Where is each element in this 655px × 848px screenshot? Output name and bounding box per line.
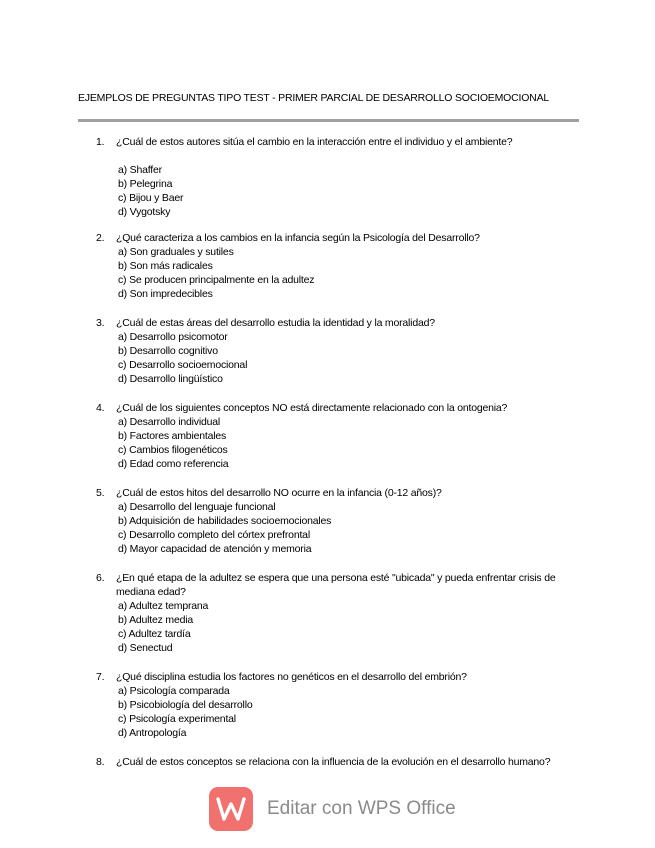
- option-c: c) Psicología experimental: [118, 713, 236, 725]
- question-text: ¿En qué etapa de la adultez se espera que una persona esté "ubicada" y pueda enfrentar crisis de mediana edad?: [116, 572, 556, 598]
- wps-w-glyph: [216, 796, 246, 822]
- question-text: ¿Cuál de estos autores sitúa el cambio en la interacción entre el individuo y el ambiente?: [116, 136, 513, 148]
- option-b: b) Desarrollo cognitivo: [118, 345, 218, 357]
- option-a: a) Son graduales y sutiles: [118, 246, 234, 258]
- options-list: [118, 684, 586, 740]
- option-c: c) Bijou y Baer: [118, 192, 184, 204]
- options-list: [118, 415, 586, 471]
- question-item: [96, 231, 586, 301]
- question-number: 2.: [96, 232, 105, 244]
- question-number: 5.: [96, 487, 105, 499]
- option-b: b) Pelegrina: [118, 178, 173, 190]
- option-b: b) Adquisición de habilidades socioemocionales: [118, 515, 332, 527]
- option-b: b) Psicobiología del desarrollo: [118, 699, 253, 711]
- option-a: a) Adultez temprana: [118, 600, 209, 612]
- question-text: ¿Qué caracteriza a los cambios en la infancia según la Psicología del Desarrollo?: [116, 232, 480, 244]
- option-d: d) Antropología: [118, 727, 187, 739]
- options-list: [118, 163, 586, 219]
- options-list: [118, 599, 586, 655]
- wps-logo-icon: [209, 787, 253, 831]
- question-item: [96, 755, 586, 769]
- question-text: ¿Cuál de estos hitos del desarrollo NO ocurre en la infancia (0-12 años)?: [116, 487, 442, 499]
- option-c: c) Desarrollo socioemocional: [118, 359, 248, 371]
- options-list: [118, 330, 586, 386]
- question-item: [96, 401, 586, 471]
- options-list: [118, 245, 586, 301]
- option-d: d) Son impredecibles: [118, 288, 213, 300]
- question-number: 3.: [96, 317, 105, 329]
- option-d: d) Vygotsky: [118, 206, 171, 218]
- document-title: EJEMPLOS DE PREGUNTAS TIPO TEST - PRIMER PARCIAL DE DESARROLLO SOCIOEMOCIONAL: [78, 92, 550, 104]
- option-c: c) Desarrollo completo del córtex prefrontal: [118, 529, 310, 541]
- wps-edit-label[interactable]: Editar con WPS Office: [267, 798, 456, 819]
- question-item: [96, 316, 586, 386]
- option-d: d) Edad como referencia: [118, 458, 229, 470]
- question-item: [96, 670, 586, 740]
- option-c: c) Cambios filogenéticos: [118, 444, 228, 456]
- question-item: [96, 571, 586, 655]
- question-number: 1.: [96, 136, 105, 148]
- option-b: b) Factores ambientales: [118, 430, 227, 442]
- option-b: b) Adultez media: [118, 614, 194, 626]
- option-a: a) Shaffer: [118, 164, 162, 176]
- option-d: d) Senectud: [118, 642, 173, 654]
- question-item: [96, 486, 586, 556]
- question-number: 4.: [96, 402, 105, 414]
- question-text: ¿Cuál de estos conceptos se relaciona con la influencia de la evolución en el desarrollo humano?: [116, 756, 551, 768]
- question-number: 6.: [96, 572, 105, 584]
- question-text: ¿Cuál de los siguientes conceptos NO está directamente relacionado con la ontogenia?: [116, 402, 508, 414]
- option-b: b) Son más radicales: [118, 260, 213, 272]
- question-number: 7.: [96, 671, 105, 683]
- option-c: c) Se producen principalmente en la adultez: [118, 274, 315, 286]
- option-a: a) Desarrollo del lenguaje funcional: [118, 501, 276, 513]
- question-number: 8.: [96, 756, 105, 768]
- option-d: d) Mayor capacidad de atención y memoria: [118, 543, 312, 555]
- option-a: a) Desarrollo individual: [118, 416, 220, 428]
- question-text: ¿Cuál de estas áreas del desarrollo estudia la identidad y la moralidad?: [116, 317, 435, 329]
- question-item: [96, 135, 586, 219]
- option-a: a) Desarrollo psicomotor: [118, 331, 228, 343]
- title-divider: [78, 119, 579, 122]
- wps-edit-banner[interactable]: [209, 786, 469, 832]
- option-c: c) Adultez tardía: [118, 628, 191, 640]
- options-list: [118, 500, 586, 556]
- option-a: a) Psicología comparada: [118, 685, 230, 697]
- question-text: ¿Qué disciplina estudia los factores no genéticos en el desarrollo del embrión?: [116, 671, 467, 683]
- option-d: d) Desarrollo lingüístico: [118, 373, 223, 385]
